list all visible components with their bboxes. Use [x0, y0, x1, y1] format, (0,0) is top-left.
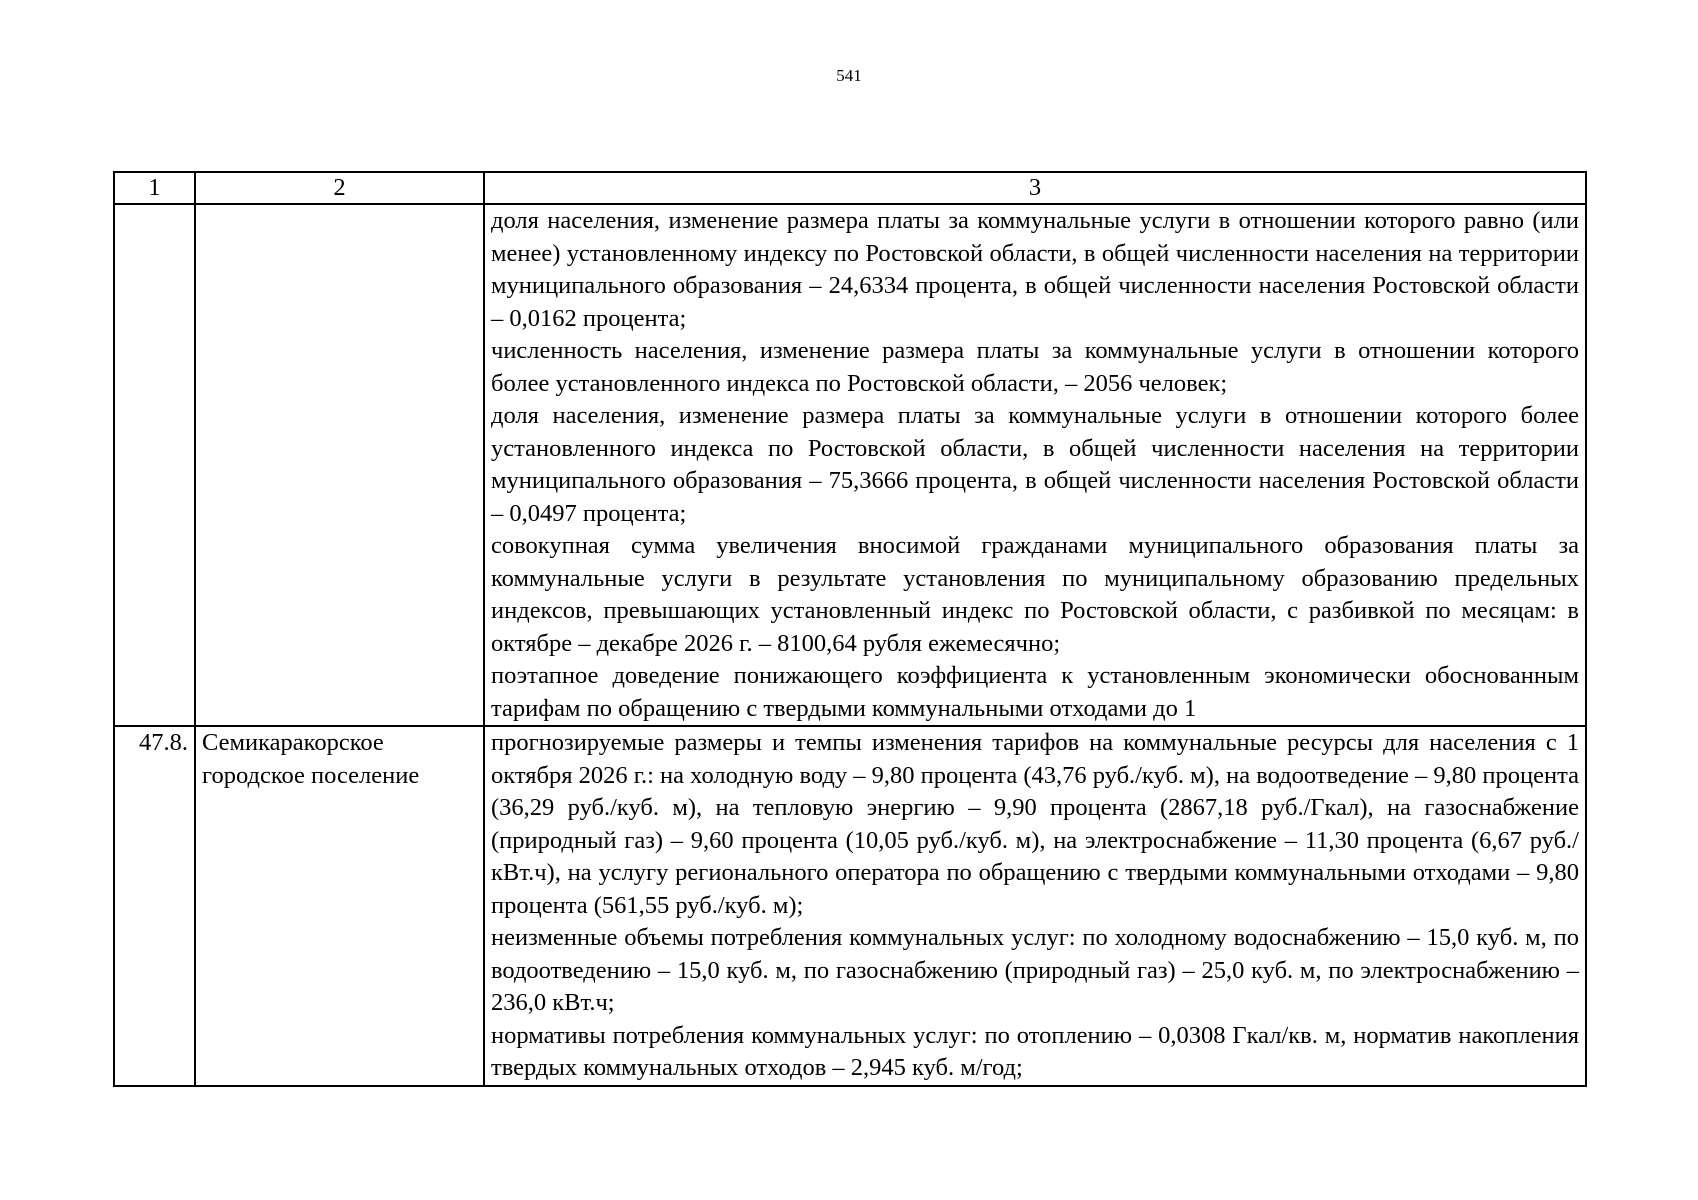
content-paragraph: нормативы потребления коммунальных услуг: по отоплению – 0,0308 Гкал/кв. м, норматив накопления твердых коммунальных отходов – 2,945 куб. м/год;	[491, 1021, 1579, 1081]
content-paragraph: совокупная сумма увеличения вносимой гражданами муниципального образования платы за коммунальные услуги в результате установления по муниципальному образованию предельных индексов, превышающих установленный индекс по Ростовской области, с разбивкой по месяцам: в октябре – декабре 2026 г. – 8100,64 рубля ежемесячно;	[491, 532, 1579, 657]
tariff-table	[113, 171, 1587, 1087]
row-number-cell	[114, 204, 195, 726]
content-paragraph: численность населения, изменение размера платы за коммунальные услуги в отношении которого более установленного индекса по Ростовской области, – 2056 человек;	[491, 337, 1579, 397]
column-header-3: 3	[484, 172, 1586, 204]
page-number: 541	[836, 66, 862, 85]
row-content-cell	[484, 726, 1586, 1086]
content-paragraph: неизменные объемы потребления коммунальных услуг: по холодному водоснабжению – 15,0 куб. м, по водоотведению – 15,0 куб. м, по газоснабжению (природный газ) – 25,0 куб. м, по электроснабжению – 236,0 кВт.ч;	[491, 924, 1579, 1016]
row-name-cell: Семикаракорское городское поселение	[195, 726, 484, 1086]
content-paragraph: доля населения, изменение размера платы за коммунальные услуги в отношении которого более установленного индекса по Ростовской области, в общей численности населения на территории муниципального образования – 75,3666 процента, в общей численности населения Ростовской области – 0,0497 процента;	[491, 402, 1579, 527]
content-paragraph: прогнозируемые размеры и темпы изменения тарифов на коммунальные ресурсы для населения с 1 октября 2026 г.: на холодную воду – 9,80 процента (43,76 руб./куб. м), на водоотведение – 9,80 процента (36,29 руб./куб. м), на тепловую энергию – 9,90 процента (2867,18 руб./Гкал), на газоснабжение (природный газ) – 9,60 процента (10,05 руб./куб. м), на электроснабжение – 11,30 процента (6,67 руб./кВт.ч), на услугу регионального оператора по обращению с твердыми коммунальными отходами – 9,80 процента (561,55 руб./куб. м);	[491, 729, 1579, 919]
content-paragraph: поэтапное доведение понижающего коэффициента к установленным экономически обоснованным тарифам по обращению с твердыми коммунальными отходами до 1	[491, 662, 1579, 722]
row-name-cell	[195, 204, 484, 726]
table-header-row	[114, 172, 1586, 204]
row-number-cell: 47.8.	[114, 726, 195, 1086]
table-row	[114, 726, 1586, 1086]
column-header-2: 2	[195, 172, 484, 204]
row-content-cell	[484, 204, 1586, 726]
table-row	[114, 204, 1586, 726]
column-header-1: 1	[114, 172, 195, 204]
content-paragraph: доля населения, изменение размера платы за коммунальные услуги в отношении которого равно (или менее) установленному индексу по Ростовской области, в общей численности населения на территории муниципального образования – 24,6334 процента, в общей численности населения Ростовской области – 0,0162 процента;	[491, 207, 1579, 332]
